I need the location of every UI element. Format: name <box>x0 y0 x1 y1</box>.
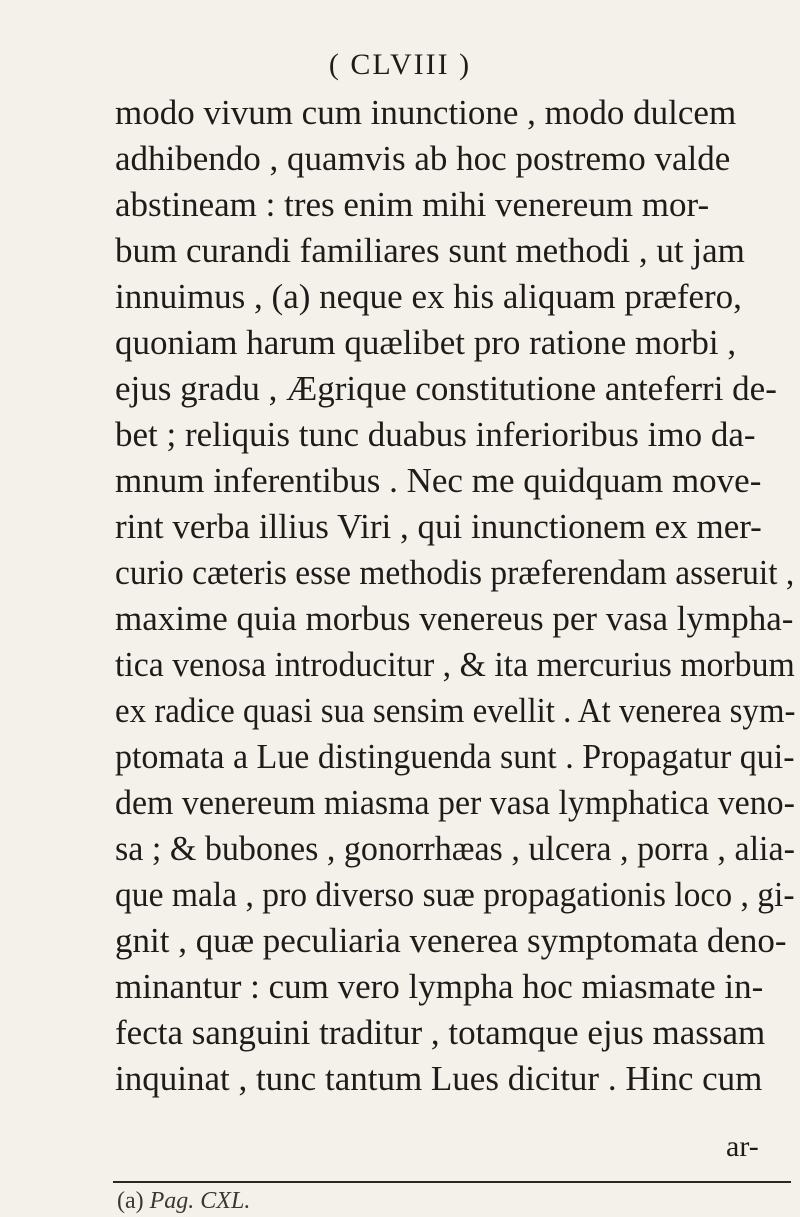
catchword: ar- <box>726 1130 759 1163</box>
text-line: que mala , pro diverso suæ propagationis loco , gi- <box>115 875 795 914</box>
text-line: fecta sanguini traditur , totamque ejus massam <box>115 1013 766 1052</box>
text-line: gnit , quæ peculiaria venerea symptomata deno- <box>115 921 787 960</box>
page-header: ( CLVIII ) <box>328 48 472 81</box>
text-line: adhibendo , quamvis ab hoc postremo valde <box>115 139 731 178</box>
text-line: curio cæteris esse methodis præferendam asseruit , <box>115 553 795 592</box>
text-line: ptomata a Lue distinguenda sunt . Propagatur qui- <box>115 737 795 776</box>
footnote <box>117 1188 250 1215</box>
footnote-marker: (a) <box>117 1188 144 1214</box>
text-line: rint verba illius Viri , qui inunctionem ex mer- <box>115 507 762 546</box>
footnote-text: Pag. CXL. <box>149 1188 251 1214</box>
text-line: modo vivum cum inunctione , modo dulcem <box>115 93 737 132</box>
footnote-rule <box>113 1181 791 1183</box>
text-line: inquinat , tunc tantum Lues dicitur . Hinc cum <box>115 1059 763 1098</box>
text-line: bum curandi familiares sunt methodi , ut jam <box>115 231 745 270</box>
text-line: dem venereum miasma per vasa lymphatica veno- <box>115 783 795 822</box>
text-line: ex radice quasi sua sensim evellit . At venerea sym- <box>115 691 796 730</box>
text-line: abstineam : tres enim mihi venereum mor- <box>115 185 710 224</box>
text-line: innuimus , (a) neque ex his aliquam præfero, <box>115 277 742 316</box>
text-line: bet ; reliquis tunc duabus inferioribus imo da- <box>115 415 756 454</box>
text-line: sa ; & bubones , gonorrhæas , ulcera , porra , alia- <box>115 829 795 868</box>
text-line: maxime quia morbus venereus per vasa lympha- <box>115 599 794 638</box>
text-line: tica venosa introducitur , & ita mercurius morbum <box>115 645 795 684</box>
text-line: minantur : cum vero lympha hoc miasmate in- <box>115 967 764 1006</box>
text-line: ejus gradu , Ægrique constitutione anteferri de- <box>115 369 777 408</box>
text-line: mnum inferentibus . Nec me quidquam move- <box>115 461 762 500</box>
text-line: quoniam harum quælibet pro ratione morbi , <box>115 323 737 362</box>
